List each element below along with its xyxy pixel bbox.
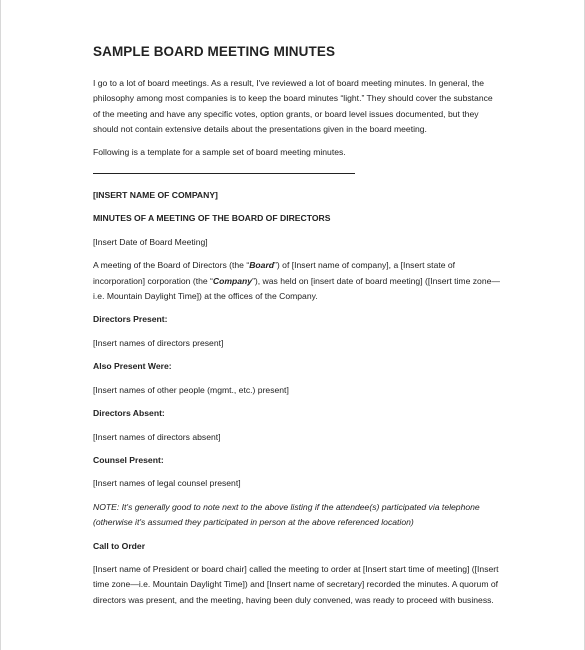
also-present-label: Also Present Were: <box>93 361 172 372</box>
directors-present-label: Directors Present: <box>93 314 168 325</box>
document-title: SAMPLE BOARD MEETING MINUTES <box>93 44 336 59</box>
company-term: Company <box>212 275 253 286</box>
intro-paragraph: I go to a lot of board meetings. As a result, I've reviewed a lot of board meeting minutes. In general, the philosophy among most companies is to keep the board minutes “light.” They should cover the substance of the meeting and have any specific votes, option grants, or board level issues documented, but they should not contain extensive details about the presentations given in the board meeting. <box>93 78 493 135</box>
meeting-text-3: ”), was held on [insert date of board meeting] ([Insert time zone—i.e. Mountain Daylight Time]) at the offices of the Company. <box>93 275 500 302</box>
company-name-placeholder: [INSERT NAME OF COMPANY] <box>93 190 218 201</box>
directors-absent-value: [Insert names of directors absent] <box>93 431 221 442</box>
directors-present-value: [Insert names of directors present] <box>93 337 224 348</box>
directors-absent-label: Directors Absent: <box>93 408 165 419</box>
also-present-value: [Insert names of other people (mgmt., etc.) present] <box>93 384 289 395</box>
meeting-text-2: ”) of [Insert name of company], a [Insert state of incorporation] corporation (the “ <box>93 260 456 286</box>
call-to-order-label: Call to Order <box>93 540 146 551</box>
counsel-present-value: [Insert names of legal counsel present] <box>93 478 241 489</box>
meeting-date-placeholder: [Insert Date of Board Meeting] <box>93 236 208 247</box>
meeting-text-1: A meeting of the Board of Directors (the “ <box>93 260 250 271</box>
template-intro: Following is a template for a sample set of board meeting minutes. <box>93 146 346 157</box>
separator-line <box>93 173 355 174</box>
minutes-heading: MINUTES OF A MEETING OF THE BOARD OF DIRECTORS <box>93 213 331 224</box>
meeting-paragraph <box>93 258 501 304</box>
counsel-present-label: Counsel Present: <box>93 454 164 465</box>
board-term: Board <box>249 260 275 271</box>
document-body <box>93 44 501 615</box>
attendance-note: NOTE: It's generally good to note next to the above listing if the attendee(s) participated via telephone (otherwise it's assumed they participated in person at the above referenced location) <box>93 501 480 528</box>
call-to-order-text: [Insert name of President or board chair] called the meeting to order at [Insert start time of meeting] ([Insert time zone—i.e. Mountain Daylight Time]) and [Insert name of secretary] recorded the minutes. A quorum of directors was present, and the meeting, having been duly convened, was ready to proceed with business. <box>93 563 499 605</box>
